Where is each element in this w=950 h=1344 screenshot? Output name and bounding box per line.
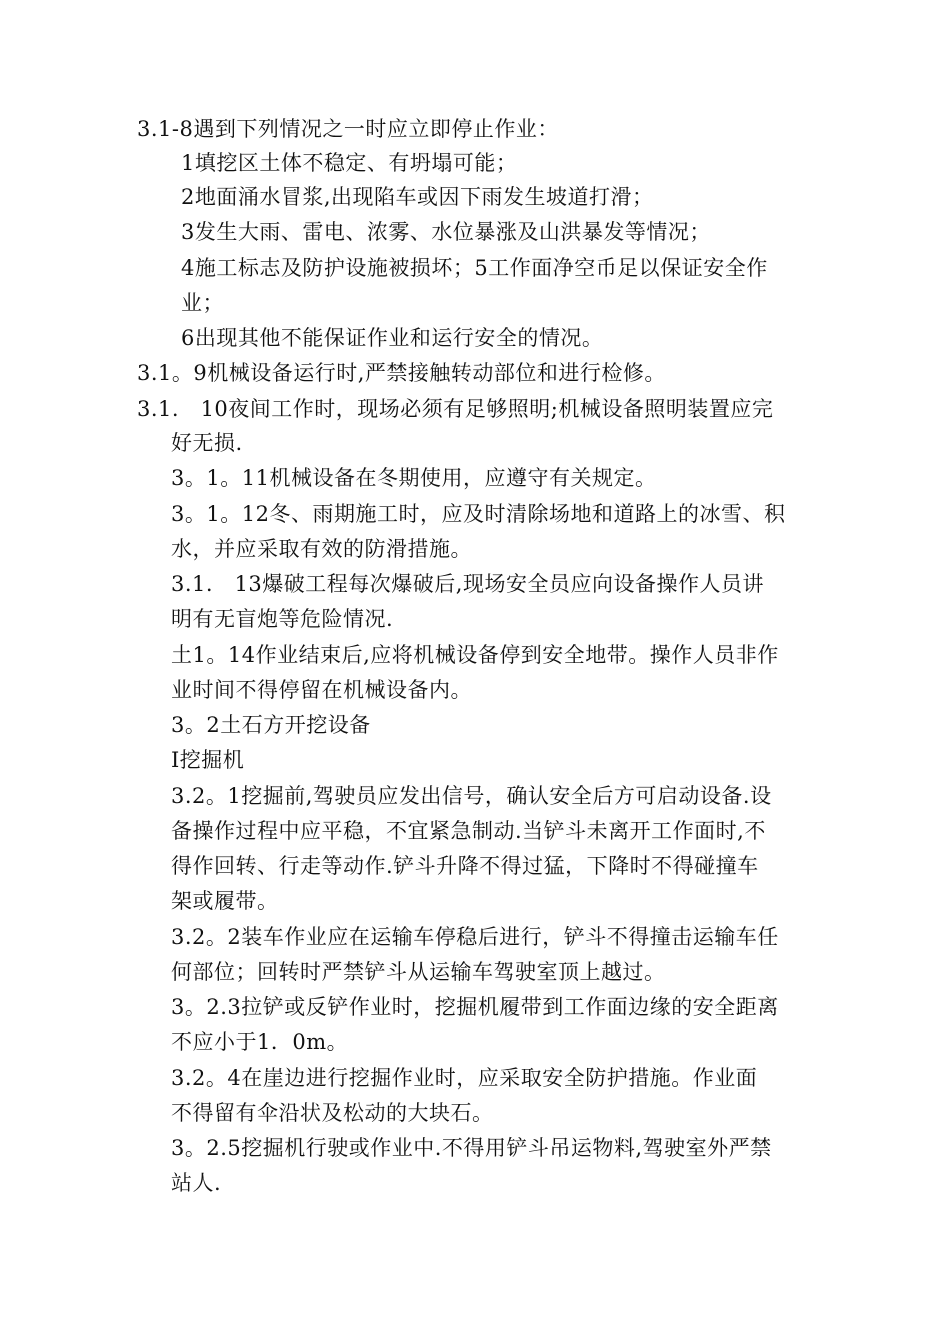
text-line: 3。2.5挖掘机行驶或作业中.不得用铲斗吊运物料,驾驶室外严禁 bbox=[171, 1136, 772, 1160]
text-line: 3.2。1挖掘前,驾驶员应发出信号，确认安全后方可启动设备.设 bbox=[171, 784, 772, 808]
text-line: 水，并应采取有效的防滑措施。 bbox=[171, 537, 472, 561]
text-line: 4施工标志及防护设施被损坏；5工作面净空币足以保证安全作 bbox=[181, 256, 768, 280]
text-line: 3.2。2装车作业应在运输车停稳后进行，铲斗不得撞击运输车任 bbox=[171, 925, 779, 949]
text-line: 3。1。11机械设备在冬期使用，应遵守有关规定。 bbox=[171, 466, 657, 490]
text-line: I挖掘机 bbox=[171, 748, 245, 772]
text-line: 明有无盲炮等危险情况. bbox=[171, 607, 394, 631]
text-line: 6出现其他不能保证作业和运行安全的情况。 bbox=[181, 326, 604, 350]
text-line: 3.1-8遇到下列情况之一时应立即停止作业： bbox=[137, 117, 559, 141]
text-line: 备操作过程中应平稳，不宜紧急制动.当铲斗未离开工作面时,不 bbox=[171, 819, 766, 843]
text-line: 不得留有伞沿状及松动的大块石。 bbox=[171, 1101, 494, 1125]
text-line: 站人. bbox=[171, 1171, 222, 1195]
text-line: 3.1. 13爆破工程每次爆破后,现场安全员应向设备操作人员讲 bbox=[171, 572, 764, 596]
text-line: 得作回转、行走等动作.铲斗升降不得过猛，下降时不得碰撞车 bbox=[171, 854, 759, 878]
text-line: 业； bbox=[181, 291, 224, 315]
text-line: 3。1。12冬、雨期施工时，应及时清除场地和道路上的冰雪、积 bbox=[171, 502, 786, 526]
text-line: 3发生大雨、雷电、浓雾、水位暴涨及山洪暴发等情况； bbox=[181, 220, 711, 244]
text-line: 2地面涌水冒浆,出现陷车或因下雨发生坡道打滑； bbox=[181, 185, 654, 209]
text-line: 3。2.3拉铲或反铲作业时，挖掘机履带到工作面边缘的安全距离 bbox=[171, 995, 779, 1019]
text-line: 好无损. bbox=[171, 431, 243, 455]
text-line: 土1。14作业结束后,应将机械设备停到安全地带。操作人员非作 bbox=[171, 643, 779, 667]
text-line: 架或履带。 bbox=[171, 889, 279, 913]
text-line: 业时间不得停留在机械设备内。 bbox=[171, 678, 472, 702]
text-line: 1填挖区土体不稳定、有坍塌可能； bbox=[181, 151, 518, 175]
text-line: 3.1. 10夜间工作时，现场必须有足够照明;机械设备照明装置应完 bbox=[137, 397, 774, 421]
text-line: 不应小于1．0m。 bbox=[171, 1030, 349, 1054]
text-line: 3。2土石方开挖设备 bbox=[171, 713, 371, 737]
text-line: 何部位；回转时严禁铲斗从运输车驾驶室顶上越过。 bbox=[171, 960, 666, 984]
text-line: 3.2。4在崖边进行挖掘作业时，应采取安全防护措施。作业面 bbox=[171, 1066, 758, 1090]
text-line: 3.1。9机械设备运行时,严禁接触转动部位和进行检修。 bbox=[137, 361, 666, 385]
